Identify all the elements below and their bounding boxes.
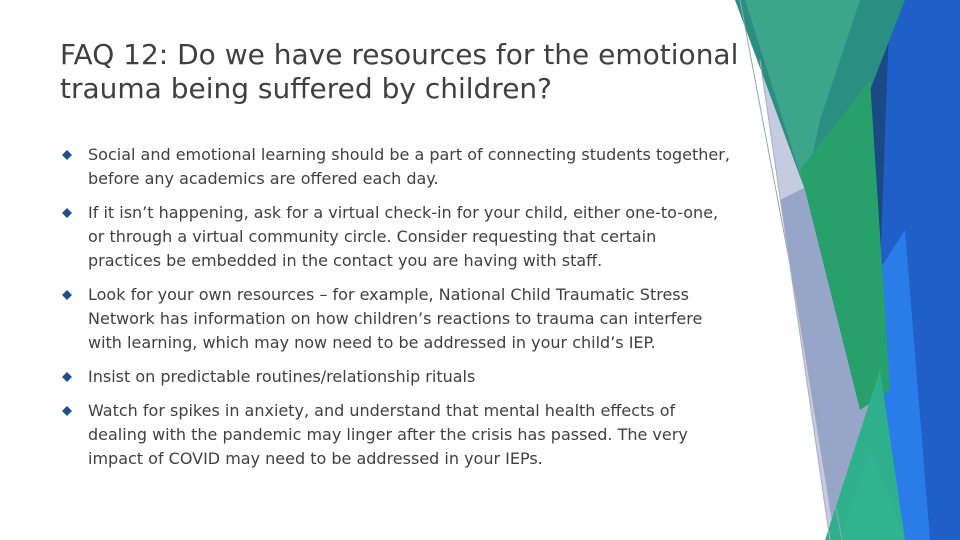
diamond-bullet-icon xyxy=(62,290,72,300)
diamond-bullet-icon xyxy=(62,372,72,382)
bullet-text: Insist on predictable routines/relationship rituals xyxy=(88,366,476,386)
diamond-bullet-icon xyxy=(62,406,72,416)
diamond-bullet-icon xyxy=(62,150,72,160)
bullet-text: Social and emotional learning should be a part of connecting students together, before any academics are offered each day. xyxy=(88,145,730,188)
bullet-list xyxy=(60,143,730,481)
bullet-text: Watch for spikes in anxiety, and understand that mental health effects of dealing with the pandemic may linger after the crisis has passed. The very impact of COVID may need to be addressed in your IEPs. xyxy=(88,401,688,468)
bullet-item xyxy=(60,399,730,470)
bullet-item xyxy=(60,201,730,272)
diamond-bullet-icon xyxy=(62,208,72,218)
bullet-item xyxy=(60,365,730,389)
bullet-item xyxy=(60,143,730,191)
bullet-item xyxy=(60,283,730,354)
bullet-text: If it isn’t happening, ask for a virtual check-in for your child, either one-to-one, or through a virtual community circle. Consider requesting that certain practices be embedded in the contact you are having with staff. xyxy=(88,203,719,270)
slide-title: FAQ 12: Do we have resources for the emotional trauma being suffered by children? xyxy=(60,38,739,105)
bullet-text: Look for your own resources – for example, National Child Traumatic Stress Network has information on how children’s reactions to trauma can interfere with learning, which may now need to be addressed in your child’s IEP. xyxy=(88,284,703,352)
